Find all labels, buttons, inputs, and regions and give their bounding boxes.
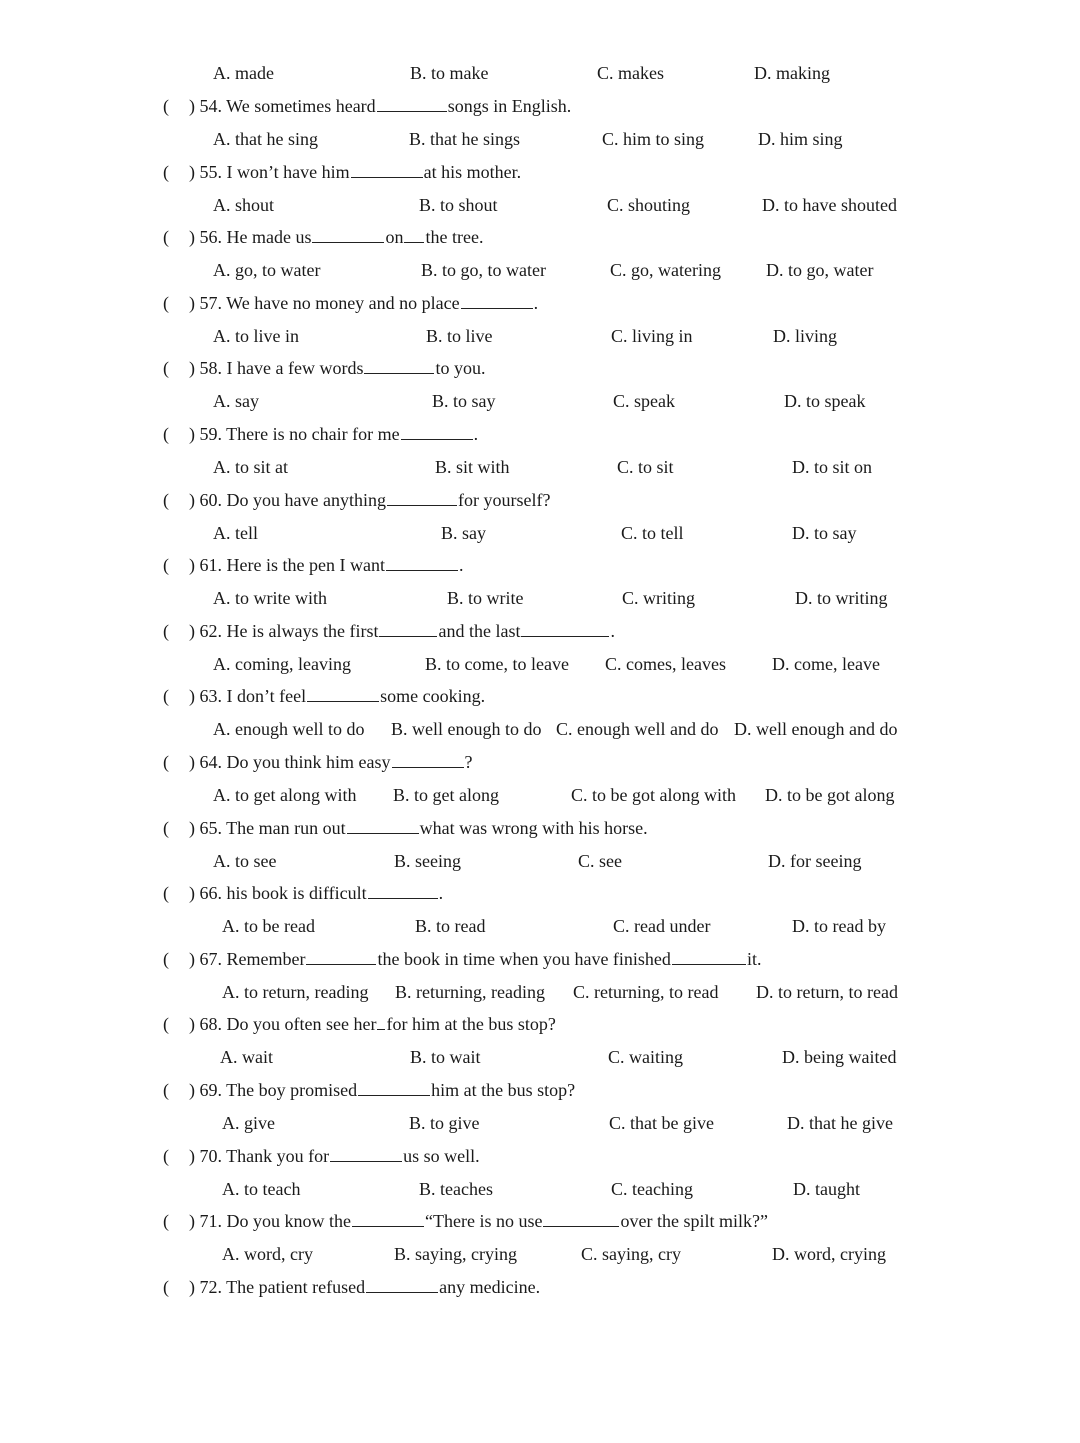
option-a[interactable]: A. coming, leaving bbox=[213, 653, 351, 674]
answer-blank[interactable] bbox=[368, 882, 438, 899]
answer-parenthesis[interactable]: ( bbox=[163, 1014, 169, 1035]
question-text bbox=[189, 95, 571, 117]
option-a[interactable]: A. to see bbox=[213, 850, 277, 871]
option-b[interactable]: B. say bbox=[441, 522, 486, 543]
option-a[interactable]: A. wait bbox=[220, 1047, 273, 1068]
question-row bbox=[0, 1210, 1080, 1232]
question-text bbox=[189, 226, 483, 248]
option-b[interactable]: B. to wait bbox=[410, 1047, 481, 1068]
option-a[interactable]: A. go, to water bbox=[213, 260, 321, 281]
question-text-part: it. bbox=[746, 948, 762, 969]
option-d[interactable]: D. to speak bbox=[784, 391, 866, 412]
option-c[interactable]: C. see bbox=[578, 850, 622, 871]
answer-parenthesis[interactable]: ( bbox=[163, 1080, 169, 1100]
question-text bbox=[189, 1013, 556, 1035]
option-b[interactable]: B. to give bbox=[409, 1113, 480, 1133]
answer-blank[interactable] bbox=[351, 161, 423, 178]
option-c[interactable]: C. comes, leaves bbox=[605, 653, 726, 674]
option-b[interactable]: B. returning, reading bbox=[395, 981, 545, 1002]
option-a[interactable]: A. to be read bbox=[222, 916, 315, 937]
question-text-part: We sometimes heard bbox=[226, 96, 376, 116]
question-row bbox=[0, 489, 1080, 511]
question-row bbox=[0, 1079, 1080, 1101]
option-b[interactable]: B. to come, to leave bbox=[425, 653, 569, 674]
question-text-part: . bbox=[458, 555, 464, 576]
question-row bbox=[0, 423, 1080, 445]
question-row bbox=[0, 751, 1080, 773]
question-text bbox=[189, 751, 473, 773]
answer-blank[interactable] bbox=[306, 948, 376, 965]
question-row bbox=[0, 948, 1080, 970]
question-text-part: and the last bbox=[438, 620, 521, 641]
question-text-part: to you. bbox=[435, 358, 486, 379]
option-d[interactable]: D. to sit on bbox=[792, 457, 873, 477]
option-a[interactable]: A. to teach bbox=[222, 1178, 301, 1199]
question-text bbox=[189, 1210, 768, 1232]
question-text-part: Do you have anything bbox=[226, 489, 386, 510]
question-row bbox=[0, 226, 1080, 248]
question-text bbox=[189, 292, 538, 314]
option-c[interactable]: C. living in bbox=[611, 325, 693, 346]
question-number: ) 55. bbox=[189, 161, 227, 182]
option-b[interactable]: B. to make bbox=[410, 63, 489, 83]
option-a[interactable]: A. tell bbox=[213, 522, 258, 543]
question-text bbox=[189, 1079, 575, 1101]
question-text-part: us so well. bbox=[403, 1145, 480, 1166]
option-b[interactable]: B. to live bbox=[426, 325, 493, 346]
question-row bbox=[0, 817, 1080, 839]
option-c[interactable]: C. waiting bbox=[608, 1047, 683, 1068]
option-b[interactable]: B. to write bbox=[447, 588, 524, 609]
option-b[interactable]: B. teaches bbox=[419, 1178, 493, 1199]
question-text-part: . bbox=[533, 292, 539, 313]
option-c[interactable]: C. speak bbox=[613, 391, 675, 412]
option-c[interactable]: C. shouting bbox=[607, 194, 691, 215]
question-text-part: some cooking. bbox=[380, 686, 486, 707]
question-text bbox=[189, 1145, 480, 1167]
question-text-part: him at the bus stop? bbox=[431, 1080, 576, 1100]
answer-parenthesis[interactable]: ( bbox=[163, 1211, 169, 1232]
question-row bbox=[0, 357, 1080, 379]
question-text-part: . bbox=[438, 883, 444, 904]
question-text-part: “There is no use bbox=[425, 1211, 543, 1232]
question-text-part: for yourself? bbox=[457, 489, 551, 510]
option-c[interactable]: C. to be got along with bbox=[571, 785, 736, 805]
question-text-part: Do you often see her bbox=[226, 1014, 377, 1035]
option-d[interactable]: D. for seeing bbox=[768, 850, 862, 871]
question-text-part: The man run out bbox=[226, 817, 346, 838]
question-number: ) 72. bbox=[189, 1276, 227, 1297]
option-a[interactable]: A. give bbox=[222, 1113, 275, 1133]
question-text-part: the book in time when you have finished bbox=[377, 948, 671, 969]
question-text-part: what was wrong with his horse. bbox=[419, 817, 648, 838]
option-d[interactable]: D. come, leave bbox=[772, 653, 880, 674]
question-number: ) 56. bbox=[189, 227, 227, 248]
answer-blank[interactable] bbox=[401, 423, 473, 440]
answer-parenthesis[interactable]: ( bbox=[163, 883, 169, 904]
question-number: ) 70. bbox=[189, 1145, 227, 1166]
answer-parenthesis[interactable]: ( bbox=[163, 161, 169, 182]
question-row bbox=[0, 620, 1080, 642]
question-text-part: Do you know the bbox=[226, 1211, 351, 1232]
answer-blank[interactable] bbox=[358, 1079, 430, 1096]
question-text-part: Here is the pen I want bbox=[226, 555, 385, 576]
option-d[interactable]: D. being waited bbox=[782, 1047, 897, 1068]
question-text-part: for him at the bus stop? bbox=[386, 1014, 556, 1035]
answer-parenthesis[interactable]: ( bbox=[163, 555, 169, 576]
question-row bbox=[0, 95, 1080, 117]
option-d[interactable]: D. to go, water bbox=[766, 260, 874, 281]
question-number: ) 54. bbox=[189, 96, 227, 116]
question-text-part: ? bbox=[464, 752, 473, 772]
question-text-part: . bbox=[473, 424, 479, 444]
option-b[interactable]: B. to shout bbox=[419, 194, 498, 215]
answer-parenthesis[interactable]: ( bbox=[163, 292, 169, 313]
option-a[interactable]: A. to get along with bbox=[213, 785, 357, 805]
answer-blank[interactable] bbox=[404, 226, 424, 243]
question-row bbox=[0, 161, 1080, 183]
option-a[interactable]: A. made bbox=[213, 63, 274, 83]
option-d[interactable]: D. living bbox=[773, 325, 838, 346]
question-text-part: I don’t feel bbox=[226, 686, 307, 707]
answer-blank[interactable] bbox=[347, 817, 419, 834]
question-number: ) 59. bbox=[189, 424, 227, 444]
question-text-part: songs in English. bbox=[447, 96, 572, 116]
answer-parenthesis[interactable]: ( bbox=[163, 424, 169, 444]
question-number: ) 66. bbox=[189, 883, 227, 904]
question-number: ) 67. bbox=[189, 948, 227, 969]
question-text bbox=[189, 882, 443, 904]
question-number: ) 58. bbox=[189, 358, 227, 379]
answer-blank[interactable] bbox=[543, 1210, 619, 1227]
answer-parenthesis[interactable]: ( bbox=[163, 227, 169, 248]
option-d[interactable]: D. to return, to read bbox=[756, 981, 898, 1002]
question-number: ) 61. bbox=[189, 555, 227, 576]
answer-blank[interactable] bbox=[392, 751, 464, 768]
option-c[interactable]: C. teaching bbox=[611, 1178, 693, 1199]
question-number: ) 63. bbox=[189, 686, 227, 707]
question-text-part: There is no chair for me bbox=[226, 424, 400, 444]
question-row bbox=[0, 882, 1080, 904]
answer-blank[interactable] bbox=[307, 685, 379, 702]
answer-blank[interactable] bbox=[366, 1276, 438, 1293]
option-d[interactable]: D. making bbox=[754, 63, 830, 83]
question-number: ) 68. bbox=[189, 1014, 227, 1035]
question-text bbox=[189, 554, 463, 576]
question-text-part: on bbox=[385, 227, 404, 248]
question-text-part: He made us bbox=[226, 227, 312, 248]
option-c[interactable]: C. returning, to read bbox=[573, 981, 719, 1002]
option-a[interactable]: A. to return, reading bbox=[222, 981, 369, 1002]
question-number: ) 69. bbox=[189, 1080, 227, 1100]
question-row bbox=[0, 554, 1080, 576]
answer-blank[interactable] bbox=[379, 620, 437, 637]
question-text-part: any medicine. bbox=[439, 1276, 541, 1297]
option-b[interactable]: B. to get along bbox=[393, 785, 499, 805]
question-number: ) 64. bbox=[189, 752, 227, 772]
question-number: ) 62. bbox=[189, 620, 227, 641]
option-c[interactable]: C. to tell bbox=[621, 522, 684, 543]
question-number: ) 65. bbox=[189, 817, 227, 838]
question-row bbox=[0, 1276, 1080, 1298]
question-text-part: . bbox=[610, 620, 615, 641]
question-text bbox=[189, 685, 485, 707]
option-a[interactable]: A. word, cry bbox=[222, 1244, 313, 1265]
question-text bbox=[189, 817, 648, 839]
question-row bbox=[0, 685, 1080, 707]
question-number: ) 57. bbox=[189, 292, 227, 313]
question-number: ) 71. bbox=[189, 1211, 227, 1232]
option-d[interactable]: D. well enough and do bbox=[734, 719, 898, 740]
question-text bbox=[189, 161, 521, 183]
option-d[interactable]: D. him sing bbox=[758, 129, 843, 149]
answer-blank[interactable] bbox=[377, 1013, 385, 1030]
question-text-part: at his mother. bbox=[423, 161, 522, 182]
option-b[interactable]: B. saying, crying bbox=[394, 1244, 517, 1265]
question-text bbox=[189, 620, 615, 642]
option-d[interactable]: D. to writing bbox=[795, 588, 888, 609]
question-text-part: Do you think him easy bbox=[226, 752, 391, 772]
question-row bbox=[0, 292, 1080, 314]
answer-parenthesis[interactable]: ( bbox=[163, 752, 169, 772]
question-text-part: Thank you for bbox=[226, 1145, 330, 1166]
option-d[interactable]: D. to read by bbox=[792, 916, 886, 937]
option-b[interactable]: B. to say bbox=[432, 391, 496, 412]
question-text-part: He is always the first bbox=[226, 620, 379, 641]
answer-blank[interactable] bbox=[364, 357, 434, 374]
option-a[interactable]: A. shout bbox=[213, 194, 275, 215]
question-text bbox=[189, 489, 550, 511]
option-b[interactable]: B. sit with bbox=[435, 457, 510, 477]
question-text-part: The patient refused bbox=[226, 1276, 366, 1297]
option-c[interactable]: C. makes bbox=[597, 63, 664, 83]
option-a[interactable]: A. that he sing bbox=[213, 129, 318, 149]
question-text-part: I have a few words bbox=[226, 358, 364, 379]
option-c[interactable]: C. that be give bbox=[609, 1113, 714, 1133]
option-c[interactable]: C. read under bbox=[613, 916, 711, 937]
question-text bbox=[189, 357, 485, 379]
option-a[interactable]: A. say bbox=[213, 391, 259, 412]
option-b[interactable]: B. well enough to do bbox=[391, 719, 542, 740]
option-a[interactable]: A. enough well to do bbox=[213, 719, 365, 740]
answer-blank[interactable] bbox=[312, 226, 384, 243]
answer-parenthesis[interactable]: ( bbox=[163, 489, 169, 510]
answer-parenthesis[interactable]: ( bbox=[163, 1276, 169, 1297]
answer-parenthesis[interactable]: ( bbox=[163, 817, 169, 838]
option-b[interactable]: B. to read bbox=[415, 916, 486, 937]
option-c[interactable]: C. saying, cry bbox=[581, 1244, 681, 1265]
question-number: ) 60. bbox=[189, 489, 227, 510]
answer-parenthesis[interactable]: ( bbox=[163, 686, 169, 707]
question-text-part: Remember bbox=[226, 948, 306, 969]
answer-blank[interactable] bbox=[521, 620, 609, 637]
question-text bbox=[189, 423, 478, 445]
option-b[interactable]: B. to go, to water bbox=[421, 260, 546, 281]
option-a[interactable]: A. to live in bbox=[213, 325, 299, 346]
question-row bbox=[0, 1145, 1080, 1167]
option-d[interactable]: D. word, crying bbox=[772, 1244, 886, 1265]
answer-parenthesis[interactable]: ( bbox=[163, 358, 169, 379]
question-text-part: I won’t have him bbox=[226, 161, 350, 182]
question-text bbox=[189, 948, 761, 970]
option-c[interactable]: C. go, watering bbox=[610, 260, 721, 281]
option-c[interactable]: C. him to sing bbox=[602, 129, 705, 149]
answer-blank[interactable] bbox=[386, 554, 458, 571]
question-text-part: The boy promised bbox=[226, 1080, 358, 1100]
option-d[interactable]: D. to be got along bbox=[765, 785, 895, 805]
option-a[interactable]: A. to sit at bbox=[213, 457, 288, 477]
option-a[interactable]: A. to write with bbox=[213, 588, 327, 609]
option-d[interactable]: D. to say bbox=[792, 522, 857, 543]
answer-parenthesis[interactable]: ( bbox=[163, 1145, 169, 1166]
option-b[interactable]: B. that he sings bbox=[409, 129, 520, 149]
answer-parenthesis[interactable]: ( bbox=[163, 620, 169, 641]
question-text-part: the tree. bbox=[425, 227, 484, 248]
option-d[interactable]: D. to have shouted bbox=[762, 194, 897, 215]
answer-parenthesis[interactable]: ( bbox=[163, 96, 169, 116]
option-c[interactable]: C. enough well and do bbox=[556, 719, 719, 740]
option-c[interactable]: C. writing bbox=[622, 588, 696, 609]
question-text-part: his book is difficult bbox=[226, 883, 367, 904]
answer-blank[interactable] bbox=[377, 95, 447, 112]
option-d[interactable]: D. that he give bbox=[787, 1113, 893, 1133]
question-text-part: We have no money and no place bbox=[226, 292, 460, 313]
answer-blank[interactable] bbox=[352, 1210, 424, 1227]
answer-parenthesis[interactable]: ( bbox=[163, 948, 169, 969]
answer-blank[interactable] bbox=[672, 948, 746, 965]
option-c[interactable]: C. to sit bbox=[617, 457, 674, 477]
option-b[interactable]: B. seeing bbox=[394, 850, 461, 871]
question-text-part: over the spilt milk?” bbox=[620, 1211, 768, 1232]
option-d[interactable]: D. taught bbox=[793, 1178, 860, 1199]
answer-blank[interactable] bbox=[330, 1145, 402, 1162]
answer-blank[interactable] bbox=[387, 489, 457, 506]
question-row bbox=[0, 1013, 1080, 1035]
question-text bbox=[189, 1276, 540, 1298]
answer-blank[interactable] bbox=[461, 292, 533, 309]
